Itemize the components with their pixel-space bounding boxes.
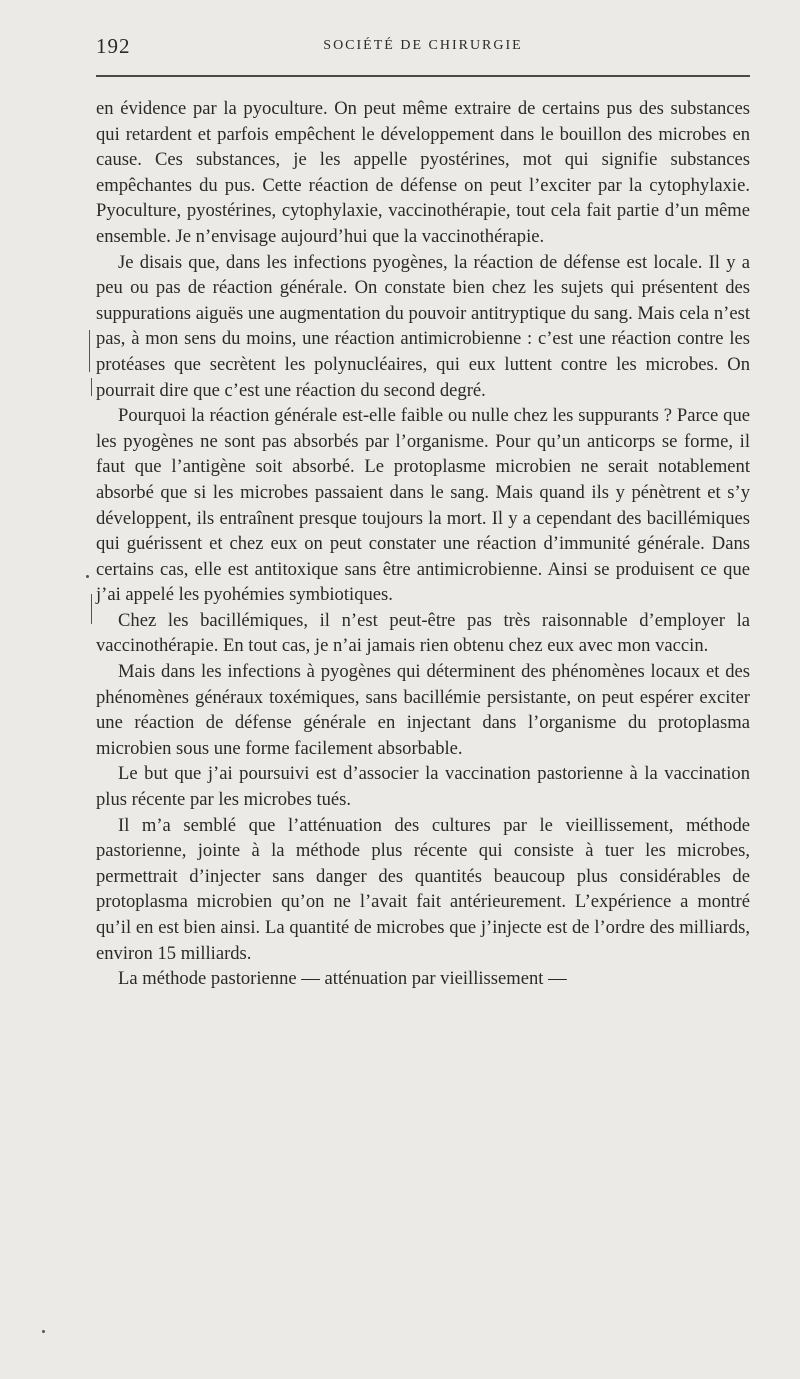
margin-mark (89, 330, 90, 372)
page-number: 192 (96, 34, 131, 58)
paragraph: Je disais que, dans les infections pyogènes, la réaction de défense est locale. Il y a peu ou pas de réaction générale. On constate bien chez les sujets qui présentent des suppurations aiguës une augmentation du pouvoir antitryptique du sang. Mais cela n’est pas, à mon sens du moins, une réaction antimicrobienne : c’est une réaction contre les protéases que secrètent les polynucléaires, qui eux luttent contre les microbes. On pourrait dire que c’est une réaction du second degré. (96, 251, 750, 401)
page-header (96, 34, 750, 62)
margin-mark (91, 378, 92, 396)
paragraph: La méthode pastorienne — atténuation par vieillissement — (118, 968, 567, 990)
paragraph: Le but que j’ai poursuivi est d’associer la vaccination pastorienne à la vaccination plus récente par les microbes tués. (96, 763, 750, 811)
margin-speck (42, 1330, 45, 1333)
paragraph: Mais dans les infections à pyogènes qui déterminent des phénomènes locaux et des phénomènes généraux toxémiques, sans bacillémie persistante, on peut espérer exciter une réaction de défense générale en injectant dans l’organisme du protoplasma microbien sous une forme facilement absorbable. (96, 661, 750, 759)
header-rule (96, 75, 750, 77)
margin-speck (86, 575, 89, 578)
paragraph: Il m’a semblé que l’atténuation des cultures par le vieillissement, méthode pastorienne, jointe à la méthode plus récente qui consiste à tuer les microbes, permettrait d’injecter sans danger des quantités beaucoup plus considérables de protoplasma microbien qu’on ne l’avait fait antérieurement. L’expérience a montré qu’il en est bien ainsi. La quantité de microbes que j’injecte est de l’ordre des milliards, environ 15 milliards. (96, 814, 750, 964)
paragraph: en évidence par la pyoculture. On peut même extraire de certains pus des substances qui retardent et parfois empêchent le développement dans le bouillon des microbes en cause. Ces substances, je les appelle pyostérines, mot qui signifie substances empêchantes du pus. Cette réaction de défense on peut l’exciter par la cytophylaxie. Pyoculture, pyostérines, cytophylaxie, vaccinothérapie, tout cela fait partie d’un même ensemble. Je n’envisage aujourd’hui que la vaccinothérapie. (96, 98, 750, 247)
body-text (96, 96, 750, 992)
margin-mark (91, 594, 92, 624)
paragraph: Pourquoi la réaction générale est-elle faible ou nulle chez les suppurants ? Parce que les pyogènes ne sont pas absorbés par l’organisme. Pour qu’un anticorps se forme, il faut que l’antigène soit absorbé. Le protoplasme microbien ne serait notablement absorbé que si les microbes passaient dans le sang. Mais quand ils y pénètrent et s’y développent, ils entraînent presque toujours la mort. Il y a cependant des bacillémiques qui guérissent et chez eux on peut constater une réaction d’immunité générale. Dans certains cas, elle est antitoxique sans être antimicrobienne. Ainsi se produisent ce que j’ai appelé les pyohémies symbiotiques. (96, 405, 750, 606)
paragraph: Chez les bacillémiques, il n’est peut-être pas très raisonnable d’employer la vaccinothérapie. En tout cas, je n’ai jamais rien obtenu chez eux avec mon vaccin. (96, 609, 750, 657)
running-head: SOCIÉTÉ DE CHIRURGIE (323, 38, 523, 53)
